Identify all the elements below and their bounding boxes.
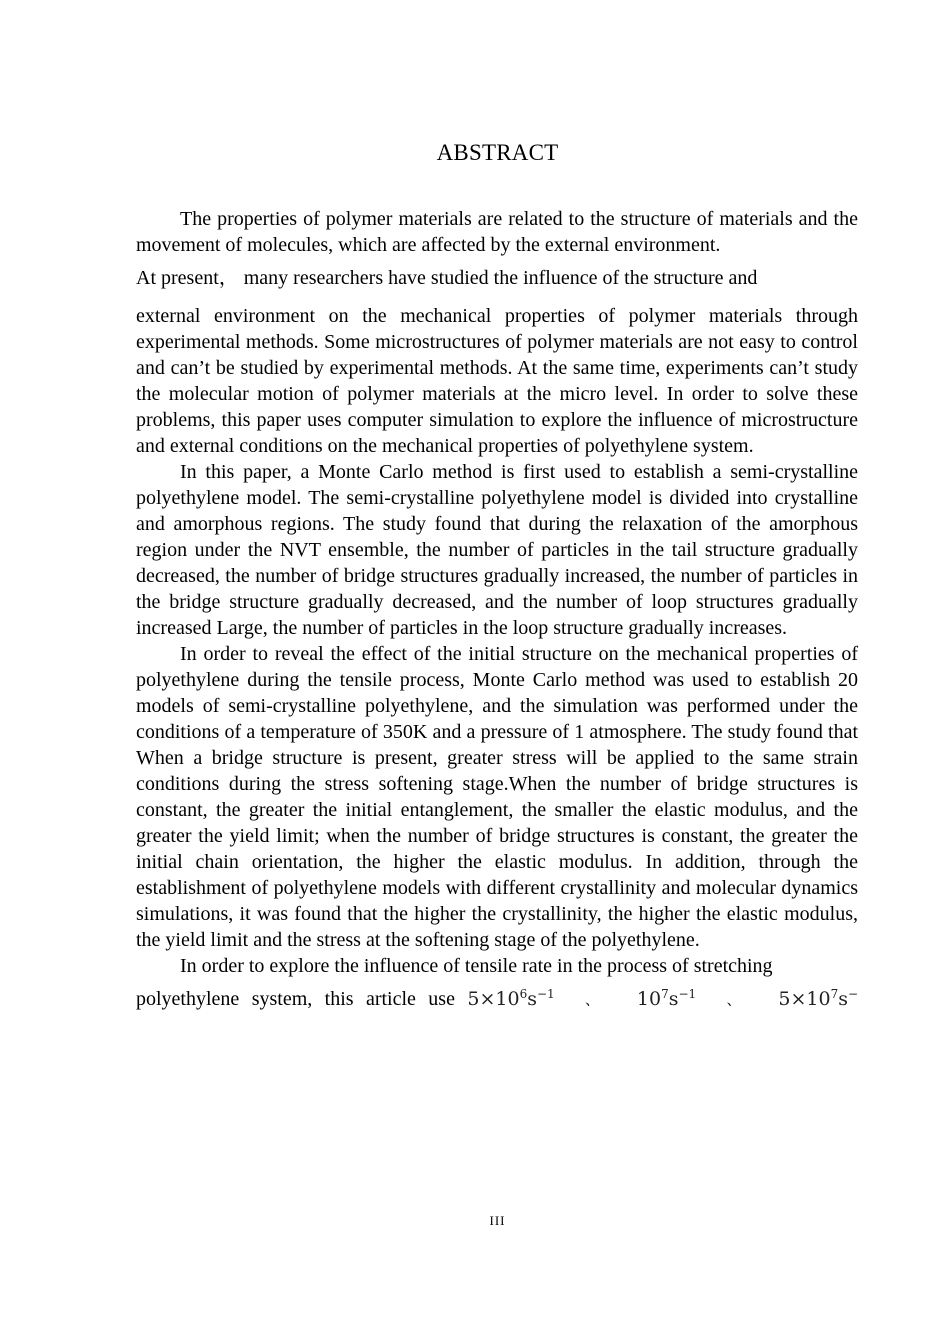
paragraph-4-line-2 (136, 979, 858, 1021)
paragraph-4-line-1: In order to explore the influence of tensile rate in the process of stretching (180, 955, 773, 977)
page-number: III (489, 1213, 506, 1228)
strain-rate-1: $5\times 10^6s^{-1}$ (467, 987, 555, 1010)
abstract-title: ABSTRACT (436, 140, 559, 165)
paragraph-3: In order to reveal the effect of the initial structure on the mechanical properties of polyethylene during the tensile process, Monte Carlo method was used to establish 20 models of semi-crystalline polyethylene, and the simulation was performed under the conditions of a temperature of 350K and a pressure of 1 atmosphere. The study found that When a bridge structure is present, greater stress will be applied to the same strain conditions during the stress softening stage.When the number of bridge structures is constant, the greater the initial entanglement, the smaller the elastic modulus, and the greater the yield limit; when the number of bridge structures is constant, the greater the initial chain orientation, the higher the elastic modulus. In addition, through the establishment of polyethylene models with different crystallinity and molecular dynamics simulations, it was found that the higher the crystallinity, the higher the elastic modulus, the yield limit and the stress at the softening stage of the polyethylene. (136, 643, 858, 951)
paragraph-1-line-1: The properties of polymer materials are related to the structure of materials and the movement of molecules, which are affected by the external environment. (136, 208, 858, 256)
paragraph-1 (136, 206, 858, 459)
paragraph-4-line-2-text: polyethylene system, this article use (136, 988, 455, 1010)
paragraph-1-rest: external environment on the mechanical properties of polymer materials through experimental methods. Some microstructures of polymer materials are not easy to control and can’t be studied by experimental methods. At the same time, experiments can’t study the molecular motion of polymer materials at the micro level. In order to solve these problems, this paper uses computer simulation to explore the influence of microstructure and external conditions on the mechanical properties of polyethylene system. (136, 305, 858, 457)
strain-rate-2: $10^7s^{-1}$ (636, 987, 697, 1010)
separator-1: 、 (585, 993, 607, 1009)
paragraph-4 (136, 953, 858, 1021)
abstract-body (136, 206, 858, 1021)
separator-2: 、 (726, 993, 748, 1009)
paragraph-1-line-2: At present， many researchers have studied the influence of the structure and (136, 267, 758, 289)
strain-rate-3: $5\times 10^7s^-$ (778, 987, 859, 1010)
paragraph-2: In this paper, a Monte Carlo method is first used to establish a semi-crystalline polyethylene model. The semi-crystalline polyethylene model is divided into crystalline and amorphous regions. The study found that during the relaxation of the amorphous region under the NVT ensemble, the number of particles in the tail structure gradually decreased, the number of bridge structures gradually increased, the number of particles in the bridge structure gradually decreased, and the number of loop structures gradually increased Large, the number of particles in the loop structure gradually increases. (136, 461, 858, 639)
